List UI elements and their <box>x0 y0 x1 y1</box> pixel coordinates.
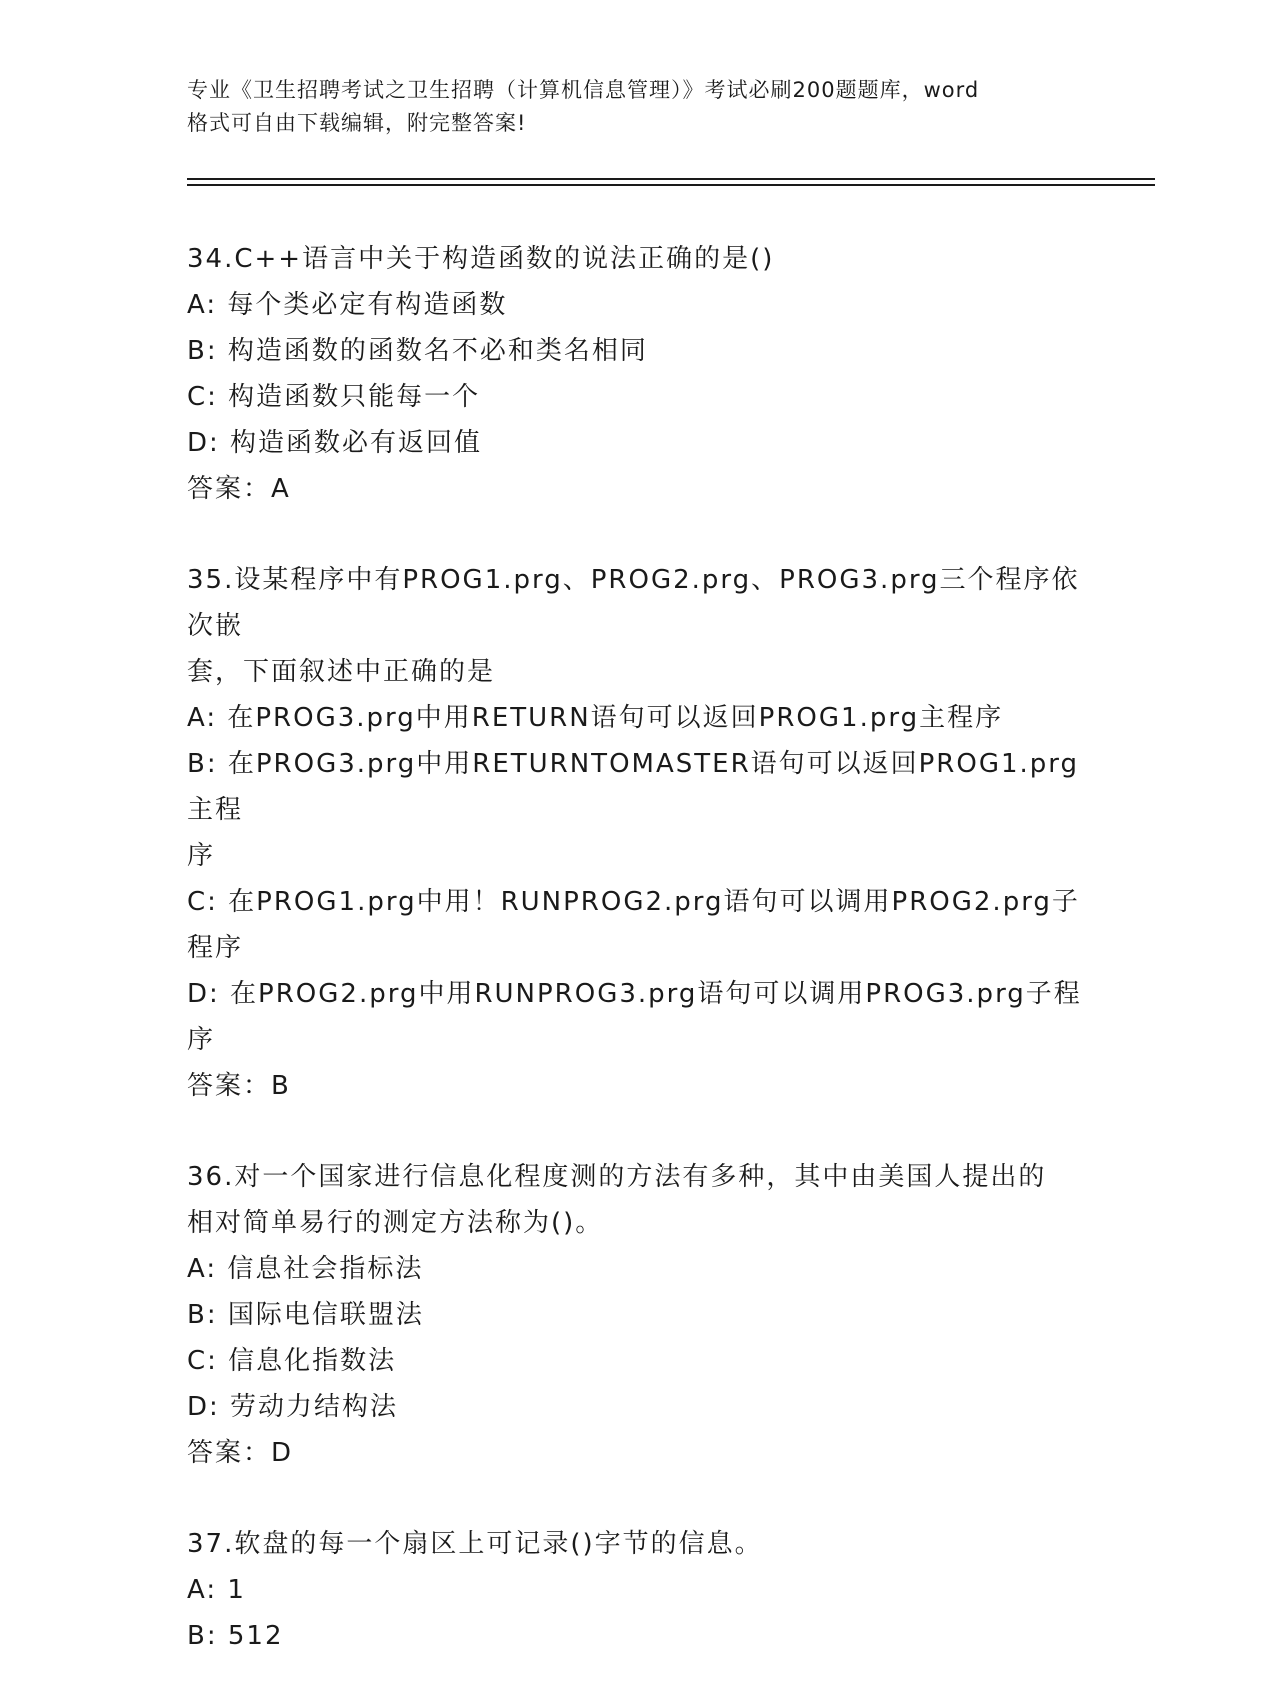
option-d: D: 劳动力结构法 <box>187 1392 399 1422</box>
option-b: B: 国际电信联盟法 <box>187 1300 424 1330</box>
option-c: C: 构造函数只能每一个 <box>187 382 481 412</box>
answer: 答案：B <box>187 1071 291 1101</box>
option-a: A: 信息社会指标法 <box>187 1254 424 1284</box>
option-a: A: 在PROG3.prg中用RETURN语句可以返回PROG1.prg主程序 <box>187 703 1004 733</box>
header-line-1: 专业《卫生招聘考试之卫生招聘（计算机信息管理）》考试必刷200题题库，word <box>187 78 980 102</box>
question-36 <box>187 1154 1087 1476</box>
question-stem-line-1: 36.对一个国家进行信息化程度测的方法有多种，其中由美国人提出的 <box>187 1162 1047 1192</box>
question-stem: 37.软盘的每一个扇区上可记录()字节的信息。 <box>187 1529 763 1559</box>
question-stem: 34.C++语言中关于构造函数的说法正确的是() <box>187 244 775 274</box>
question-stem-line-2: 相对简单易行的测定方法称为()。 <box>187 1208 604 1238</box>
header-divider-bottom <box>187 184 1155 186</box>
option-c: C: 信息化指数法 <box>187 1346 397 1376</box>
answer: 答案：D <box>187 1438 294 1468</box>
document-header <box>187 74 1087 140</box>
option-b-line-2: 序 <box>187 841 216 871</box>
option-a: A: 1 <box>187 1575 246 1605</box>
question-34 <box>187 236 1087 512</box>
option-b: B: 构造函数的函数名不必和类名相同 <box>187 336 648 366</box>
option-b: B: 512 <box>187 1621 284 1651</box>
answer: 答案：A <box>187 474 291 504</box>
question-35 <box>187 557 1087 1109</box>
option-b-line-1: B: 在PROG3.prg中用RETURNTOMASTER语句可以返回PROG1.prg主程 <box>187 749 1080 825</box>
header-line-2: 格式可自由下载编辑，附完整答案! <box>187 111 527 135</box>
option-d: D: 在PROG2.prg中用RUNPROG3.prg语句可以调用PROG3.prg子程序 <box>187 979 1082 1055</box>
question-37 <box>187 1521 1087 1659</box>
option-d: D: 构造函数必有返回值 <box>187 428 483 458</box>
header-divider-top <box>187 178 1155 180</box>
question-stem-line-1: 35.设某程序中有PROG1.prg、PROG2.prg、PROG3.prg三个程序依次嵌 <box>187 565 1080 641</box>
option-c: C: 在PROG1.prg中用！RUNPROG2.prg语句可以调用PROG2.prg子程序 <box>187 887 1080 963</box>
question-list <box>187 236 1087 1704</box>
option-a: A: 每个类必定有构造函数 <box>187 290 508 320</box>
question-stem-line-2: 套，下面叙述中正确的是 <box>187 657 496 687</box>
